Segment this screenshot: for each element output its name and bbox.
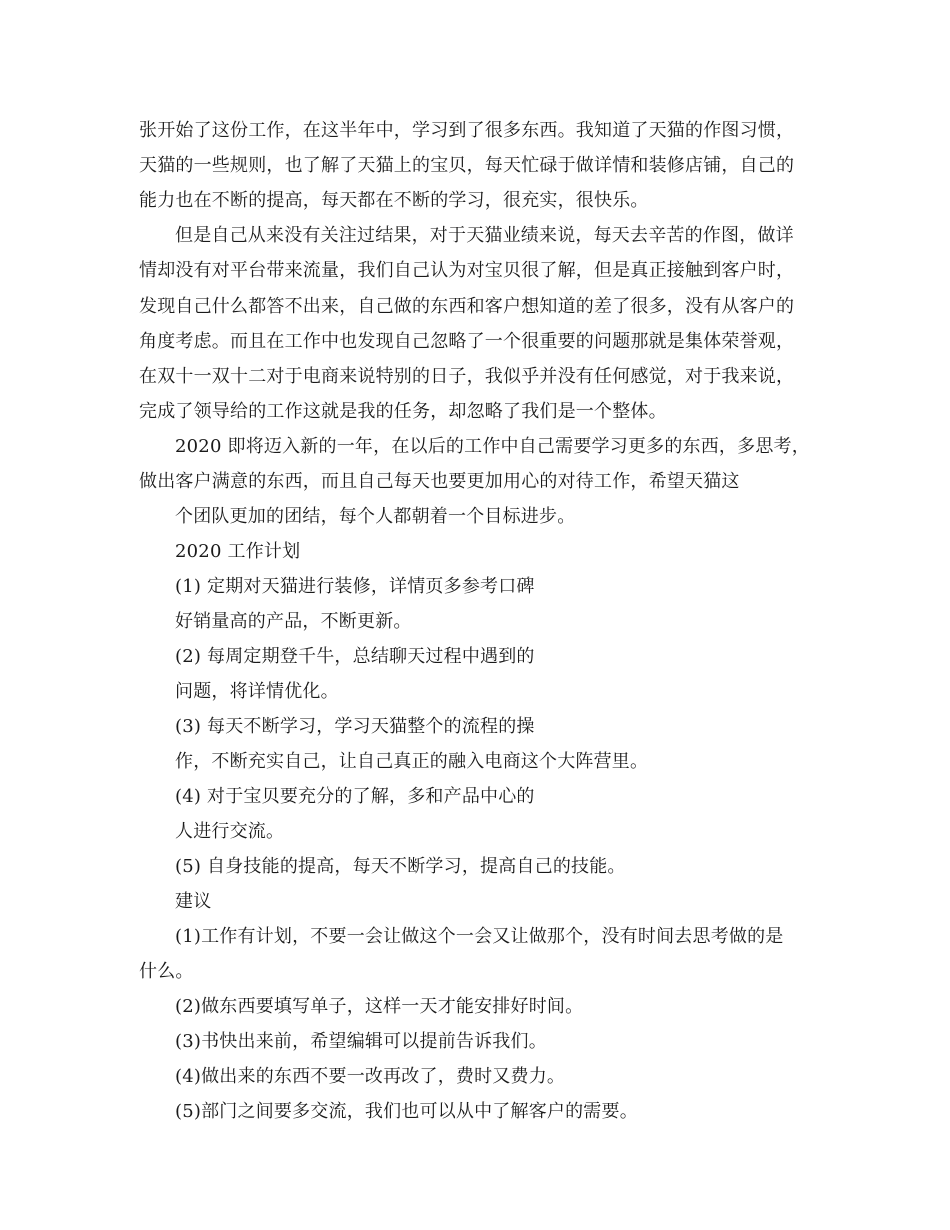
plan-item-line: (2) 每周定期登千牛，总结聊天过程中遇到的 [175,646,535,667]
paragraph-line: 张开始了这份工作，在这半年中，学习到了很多东西。我知道了天猫的作图习惯， [139,120,795,141]
paragraph-line: 角度考虑。而且在工作中也发现自己忽略了一个很重要的问题那就是集体荣誉观， [139,331,795,352]
suggestion-item-line: (5)部门之间要多交流，我们也可以从中了解客户的需要。 [175,1101,638,1122]
paragraph-line: 在双十一双十二对于电商来说特别的日子，我似乎并没有任何感觉，对于我来说， [139,366,795,387]
plan-item-line: (5) 自身技能的提高，每天不断学习，提高自己的技能。 [175,856,626,877]
paragraph-line: 发现自己什么都答不出来，自己做的东西和客户想知道的差了很多，没有从客户的 [139,296,795,317]
suggestion-heading: 建议 [175,891,212,912]
paragraph-line: 个团队更加的团结，每个人都朝着一个目标进步。 [175,506,576,527]
suggestion-item-line: (2)做东西要填写单子，这样一天才能安排好时间。 [175,996,584,1017]
suggestion-item-line: (4)做出来的东西不要一改再改了，费时又费力。 [175,1066,566,1087]
suggestion-item-line: 什么。 [139,961,194,982]
plan-item-line: 好销量高的产品，不断更新。 [175,611,412,632]
suggestion-item-line: (1)工作有计划，不要一会让做这个一会又让做那个，没有时间去思考做的是 [175,926,784,947]
plan-item-line: (4) 对于宝贝要充分的了解，多和产品中心的 [175,786,535,807]
plan-item-line: (1) 定期对天猫进行装修，详情页多参考口碑 [175,576,535,597]
paragraph-line: 天猫的一些规则，也了解了天猫上的宝贝，每天忙碌于做详情和装修店铺，自己的 [139,155,795,176]
paragraph-line: 2020 即将迈入新的一年，在以后的工作中自己需要学习更多的东西，多思考， [175,436,810,457]
plan-heading: 2020 工作计划 [175,541,301,562]
plan-item-line: 问题，将详情优化。 [175,681,339,702]
paragraph-line: 但是自己从来没有关注过结果，对于天猫业绩来说，每天去辛苦的作图，做详 [175,225,794,246]
plan-item-line: 作，不断充实自己，让自己真正的融入电商这个大阵营里。 [175,751,649,772]
paragraph-line: 情却没有对平台带来流量，我们自己认为对宝贝很了解，但是真正接触到客户时， [139,260,795,281]
paragraph-line: 做出客户满意的东西，而且自己每天也要更加用心的对待工作，希望天猫这 [139,471,740,492]
paragraph-line: 能力也在不断的提高，每天都在不断的学习，很充实，很快乐。 [139,190,649,211]
suggestion-item-line: (3)书快出来前，希望编辑可以提前告诉我们。 [175,1031,547,1052]
paragraph-line: 完成了领导给的工作这就是我的任务，却忽略了我们是一个整体。 [139,401,667,422]
plan-item-line: (3) 每天不断学习，学习天猫整个的流程的操 [175,716,535,737]
plan-item-line: 人进行交流。 [175,821,285,842]
